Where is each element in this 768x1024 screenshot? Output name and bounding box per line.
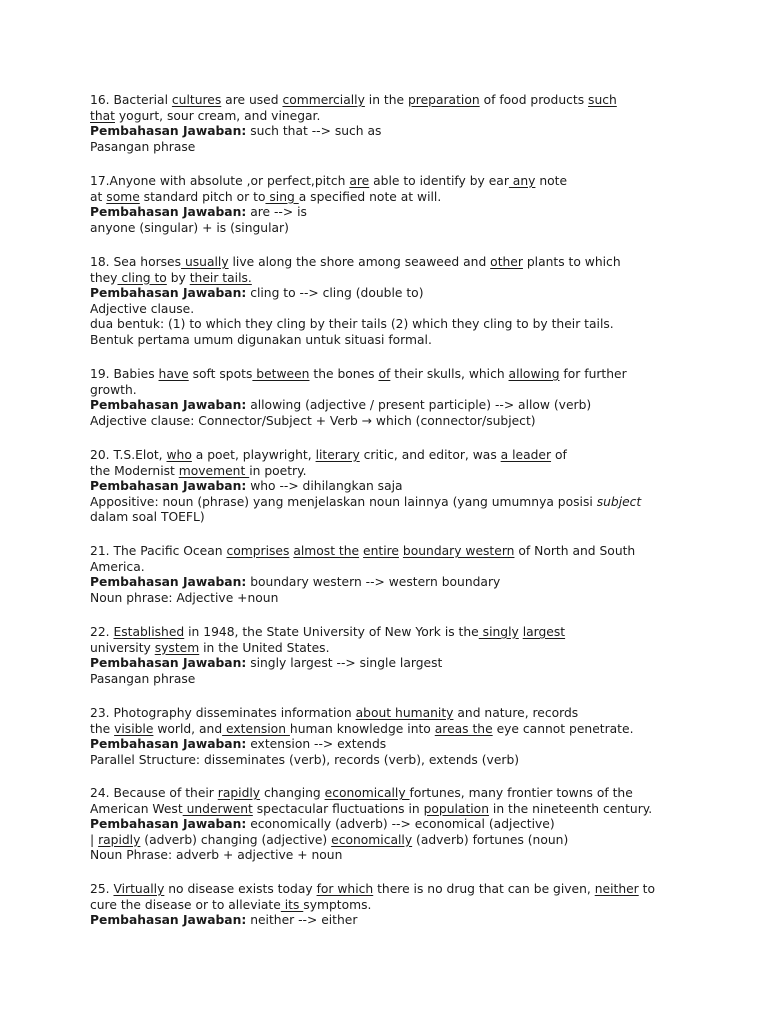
text-segment: the	[90, 721, 115, 736]
text-segment: Parallel Structure: disseminates (verb), records (verb), extends (verb)	[90, 752, 520, 767]
text-segment: who --> dihilangkan saja	[246, 479, 403, 494]
text-line	[90, 625, 680, 641]
underlined-option: movement	[178, 463, 250, 478]
text-line	[90, 706, 680, 722]
text-segment: of food products	[479, 93, 589, 107]
underlined-option: economically	[331, 832, 413, 847]
text-segment: for further	[559, 367, 627, 381]
text-line	[90, 448, 680, 464]
text-segment: in poetry.	[249, 463, 307, 478]
text-segment: anyone (singular) + is (singular)	[90, 220, 289, 235]
text-segment: a poet, playwright,	[191, 448, 316, 462]
underlined-option: population	[423, 801, 489, 816]
text-segment: 19. Babies	[90, 367, 159, 381]
text-segment: neither --> either	[246, 913, 358, 928]
text-line	[90, 641, 680, 657]
text-line	[90, 271, 680, 287]
text-segment: human knowledge into	[289, 721, 435, 736]
text-segment: growth.	[90, 382, 137, 397]
underlined-option: its	[280, 897, 304, 912]
explanation-label: Pembahasan Jawaban:	[90, 575, 247, 590]
text-line	[90, 190, 680, 206]
text-line	[90, 221, 680, 237]
explanation-label: Pembahasan Jawaban:	[90, 398, 247, 413]
text-segment: a specified note at will.	[298, 189, 442, 204]
text-line	[90, 510, 680, 526]
text-line	[90, 414, 680, 430]
underlined-option: sing	[265, 189, 299, 204]
text-segment: Appositive: noun (phrase) yang menjelaskan noun lainnya (yang umumnya posisi	[90, 494, 597, 509]
text-segment: at	[90, 189, 107, 204]
text-segment: allowing (adjective / present participle) --> allow (verb)	[246, 398, 592, 413]
underlined-option: largest	[522, 625, 566, 639]
text-line	[90, 591, 680, 607]
underlined-option: any	[508, 174, 536, 188]
text-segment: in the nineteenth century.	[489, 801, 653, 816]
text-segment: there is no drug that can be given,	[373, 882, 595, 896]
explanation-line	[90, 205, 680, 221]
text-segment: the bones	[309, 367, 379, 381]
underlined-option: that	[90, 108, 115, 123]
underlined-option: have	[158, 367, 189, 381]
italic-term: subject	[596, 494, 642, 509]
underlined-option: preparation	[408, 93, 480, 107]
explanation-line	[90, 575, 680, 591]
text-line	[90, 882, 680, 898]
text-segment: cure the disease or to alleviate	[90, 897, 281, 912]
text-segment: their skulls, which	[390, 367, 509, 381]
explanation-label: Pembahasan Jawaban:	[90, 656, 247, 671]
underlined-option: boundary western	[402, 544, 515, 558]
text-segment: note	[535, 174, 568, 188]
question-block	[90, 544, 680, 606]
text-line	[90, 464, 680, 480]
text-segment: Adjective clause: Connector/Subject + Verb → which (connector/subject)	[90, 413, 536, 428]
underlined-option: extension	[222, 721, 290, 736]
underlined-option: are	[349, 174, 370, 188]
text-segment: to	[638, 882, 655, 896]
text-segment: fortunes, many frontier towns of the	[409, 786, 633, 800]
text-line	[90, 174, 680, 190]
underlined-option: underwent	[182, 801, 253, 816]
underlined-option: some	[106, 189, 140, 204]
underlined-option: entire	[363, 544, 399, 558]
text-line	[90, 544, 680, 560]
explanation-label: Pembahasan Jawaban:	[90, 205, 247, 220]
text-segment: 16. Bacterial	[90, 93, 172, 107]
text-line	[90, 495, 680, 511]
text-segment: 17.Anyone with absolute ,or perfect,pitch	[90, 174, 350, 188]
underlined-option: literary	[315, 448, 360, 462]
explanation-line	[90, 398, 680, 414]
question-block	[90, 882, 680, 929]
text-segment: are used	[221, 93, 283, 107]
question-block	[90, 174, 680, 236]
text-segment: Pasangan phrase	[90, 139, 196, 154]
underlined-option: almost the	[293, 544, 360, 558]
text-line	[90, 383, 680, 399]
text-line	[90, 333, 680, 349]
text-segment: boundary western --> western boundary	[246, 575, 501, 590]
explanation-label: Pembahasan Jawaban:	[90, 286, 247, 301]
question-block	[90, 625, 680, 687]
underlined-option: other	[490, 255, 523, 269]
underlined-option: singly	[478, 625, 519, 639]
underlined-option: economically	[324, 786, 410, 800]
text-segment: of North and South	[514, 544, 636, 558]
text-line	[90, 898, 680, 914]
text-segment: 21. The Pacific Ocean	[90, 544, 227, 558]
text-line	[90, 560, 680, 576]
explanation-line	[90, 656, 680, 672]
text-segment: are --> is	[246, 205, 307, 220]
question-block	[90, 448, 680, 526]
text-segment: extension --> extends	[246, 737, 387, 752]
underlined-option: about humanity	[355, 706, 454, 720]
text-segment: yogurt, sour cream, and vinegar.	[114, 108, 321, 123]
text-line	[90, 302, 680, 318]
text-segment: of	[551, 448, 567, 462]
underlined-option: for which	[316, 882, 374, 896]
explanation-line	[90, 286, 680, 302]
text-segment: Noun Phrase: adverb + adjective + noun	[90, 848, 343, 863]
text-segment: plants to which	[522, 255, 621, 269]
underlined-option: Virtually	[113, 882, 165, 896]
text-segment: dua bentuk: (1) to which they cling by their tails (2) which they cling to by their tails.	[90, 317, 614, 332]
text-line	[90, 833, 680, 849]
underlined-option: rapidly	[217, 786, 261, 800]
text-segment: 23. Photography disseminates information	[90, 706, 356, 720]
underlined-option: such	[588, 93, 617, 107]
text-segment: university	[90, 640, 155, 655]
text-segment: in the	[364, 93, 408, 107]
text-segment: the Modernist	[90, 463, 179, 478]
text-segment: (adverb) changing (adjective)	[140, 832, 332, 847]
text-segment: America.	[90, 559, 145, 574]
text-segment: they	[90, 270, 118, 285]
text-segment: 22.	[90, 625, 114, 639]
text-segment: |	[90, 832, 99, 847]
text-line	[90, 848, 680, 864]
text-line	[90, 255, 680, 271]
text-line	[90, 786, 680, 802]
text-line	[90, 802, 680, 818]
explanation-label: Pembahasan Jawaban:	[90, 913, 247, 928]
text-segment: and nature, records	[453, 706, 579, 720]
underlined-option: usually	[181, 255, 229, 269]
text-segment: by	[166, 270, 190, 285]
text-segment: live along the shore among seaweed and	[228, 255, 491, 269]
question-block	[90, 255, 680, 349]
underlined-option: commercially	[282, 93, 365, 107]
explanation-line	[90, 913, 680, 929]
text-segment: in the United States.	[199, 640, 330, 655]
text-segment: eye cannot penetrate.	[492, 721, 634, 736]
underlined-option: their tails.	[189, 270, 252, 285]
text-line	[90, 722, 680, 738]
text-segment: cling to --> cling (double to)	[246, 286, 424, 301]
underlined-option: of	[378, 367, 391, 381]
underlined-option: comprises	[226, 544, 290, 558]
text-segment: Noun phrase: Adjective +noun	[90, 590, 279, 605]
text-segment: 18. Sea horses	[90, 255, 182, 269]
explanation-line	[90, 817, 680, 833]
underlined-option: cultures	[171, 93, 222, 107]
underlined-option: a leader	[500, 448, 552, 462]
text-segment: Adjective clause.	[90, 301, 195, 316]
text-segment: (adverb) fortunes (noun)	[412, 832, 569, 847]
underlined-option: cling to	[117, 270, 167, 285]
text-segment: soft spots	[188, 367, 253, 381]
underlined-option: Established	[113, 625, 185, 639]
question-block	[90, 93, 680, 155]
text-line	[90, 109, 680, 125]
text-segment: critic, and editor, was	[359, 448, 501, 462]
explanation-label: Pembahasan Jawaban:	[90, 479, 247, 494]
text-segment: 25.	[90, 882, 114, 896]
question-block	[90, 706, 680, 768]
explanation-label: Pembahasan Jawaban:	[90, 124, 247, 139]
text-segment: changing	[260, 786, 325, 800]
underlined-option: system	[154, 640, 200, 655]
text-segment: such that --> such as	[246, 124, 382, 139]
explanation-line	[90, 124, 680, 140]
text-line	[90, 367, 680, 383]
explanation-label: Pembahasan Jawaban:	[90, 817, 247, 832]
text-line	[90, 672, 680, 688]
text-segment: Bentuk pertama umum digunakan untuk situasi formal.	[90, 332, 432, 347]
explanation-label: Pembahasan Jawaban:	[90, 737, 247, 752]
text-segment: no disease exists today	[164, 882, 317, 896]
text-segment: Pasangan phrase	[90, 671, 196, 686]
underlined-option: who	[166, 448, 192, 462]
underlined-option: between	[252, 367, 310, 381]
question-block	[90, 786, 680, 864]
underlined-option: areas the	[434, 721, 493, 736]
text-segment: American West	[90, 801, 183, 816]
underlined-option: visible	[114, 721, 154, 736]
question-block	[90, 367, 680, 429]
text-segment: able to identify by ear	[369, 174, 509, 188]
text-segment: 24. Because of their	[90, 786, 218, 800]
underlined-option: rapidly	[98, 832, 141, 847]
text-segment: world, and	[153, 721, 223, 736]
text-segment: standard pitch or to	[139, 189, 266, 204]
text-line	[90, 753, 680, 769]
explanation-line	[90, 737, 680, 753]
text-segment: symptoms.	[303, 897, 372, 912]
text-segment: 20. T.S.Elot,	[90, 448, 167, 462]
text-segment: singly largest --> single largest	[246, 656, 443, 671]
text-line	[90, 317, 680, 333]
text-line	[90, 93, 680, 109]
text-segment: in 1948, the State University of New York is the	[184, 625, 479, 639]
underlined-option: neither	[594, 882, 639, 896]
explanation-line	[90, 479, 680, 495]
text-line	[90, 140, 680, 156]
text-segment: spectacular fluctuations in	[252, 801, 424, 816]
underlined-option: allowing	[508, 367, 560, 381]
text-segment: dalam soal TOEFL)	[90, 510, 205, 525]
text-segment: economically (adverb) --> economical (adjective)	[246, 817, 555, 832]
